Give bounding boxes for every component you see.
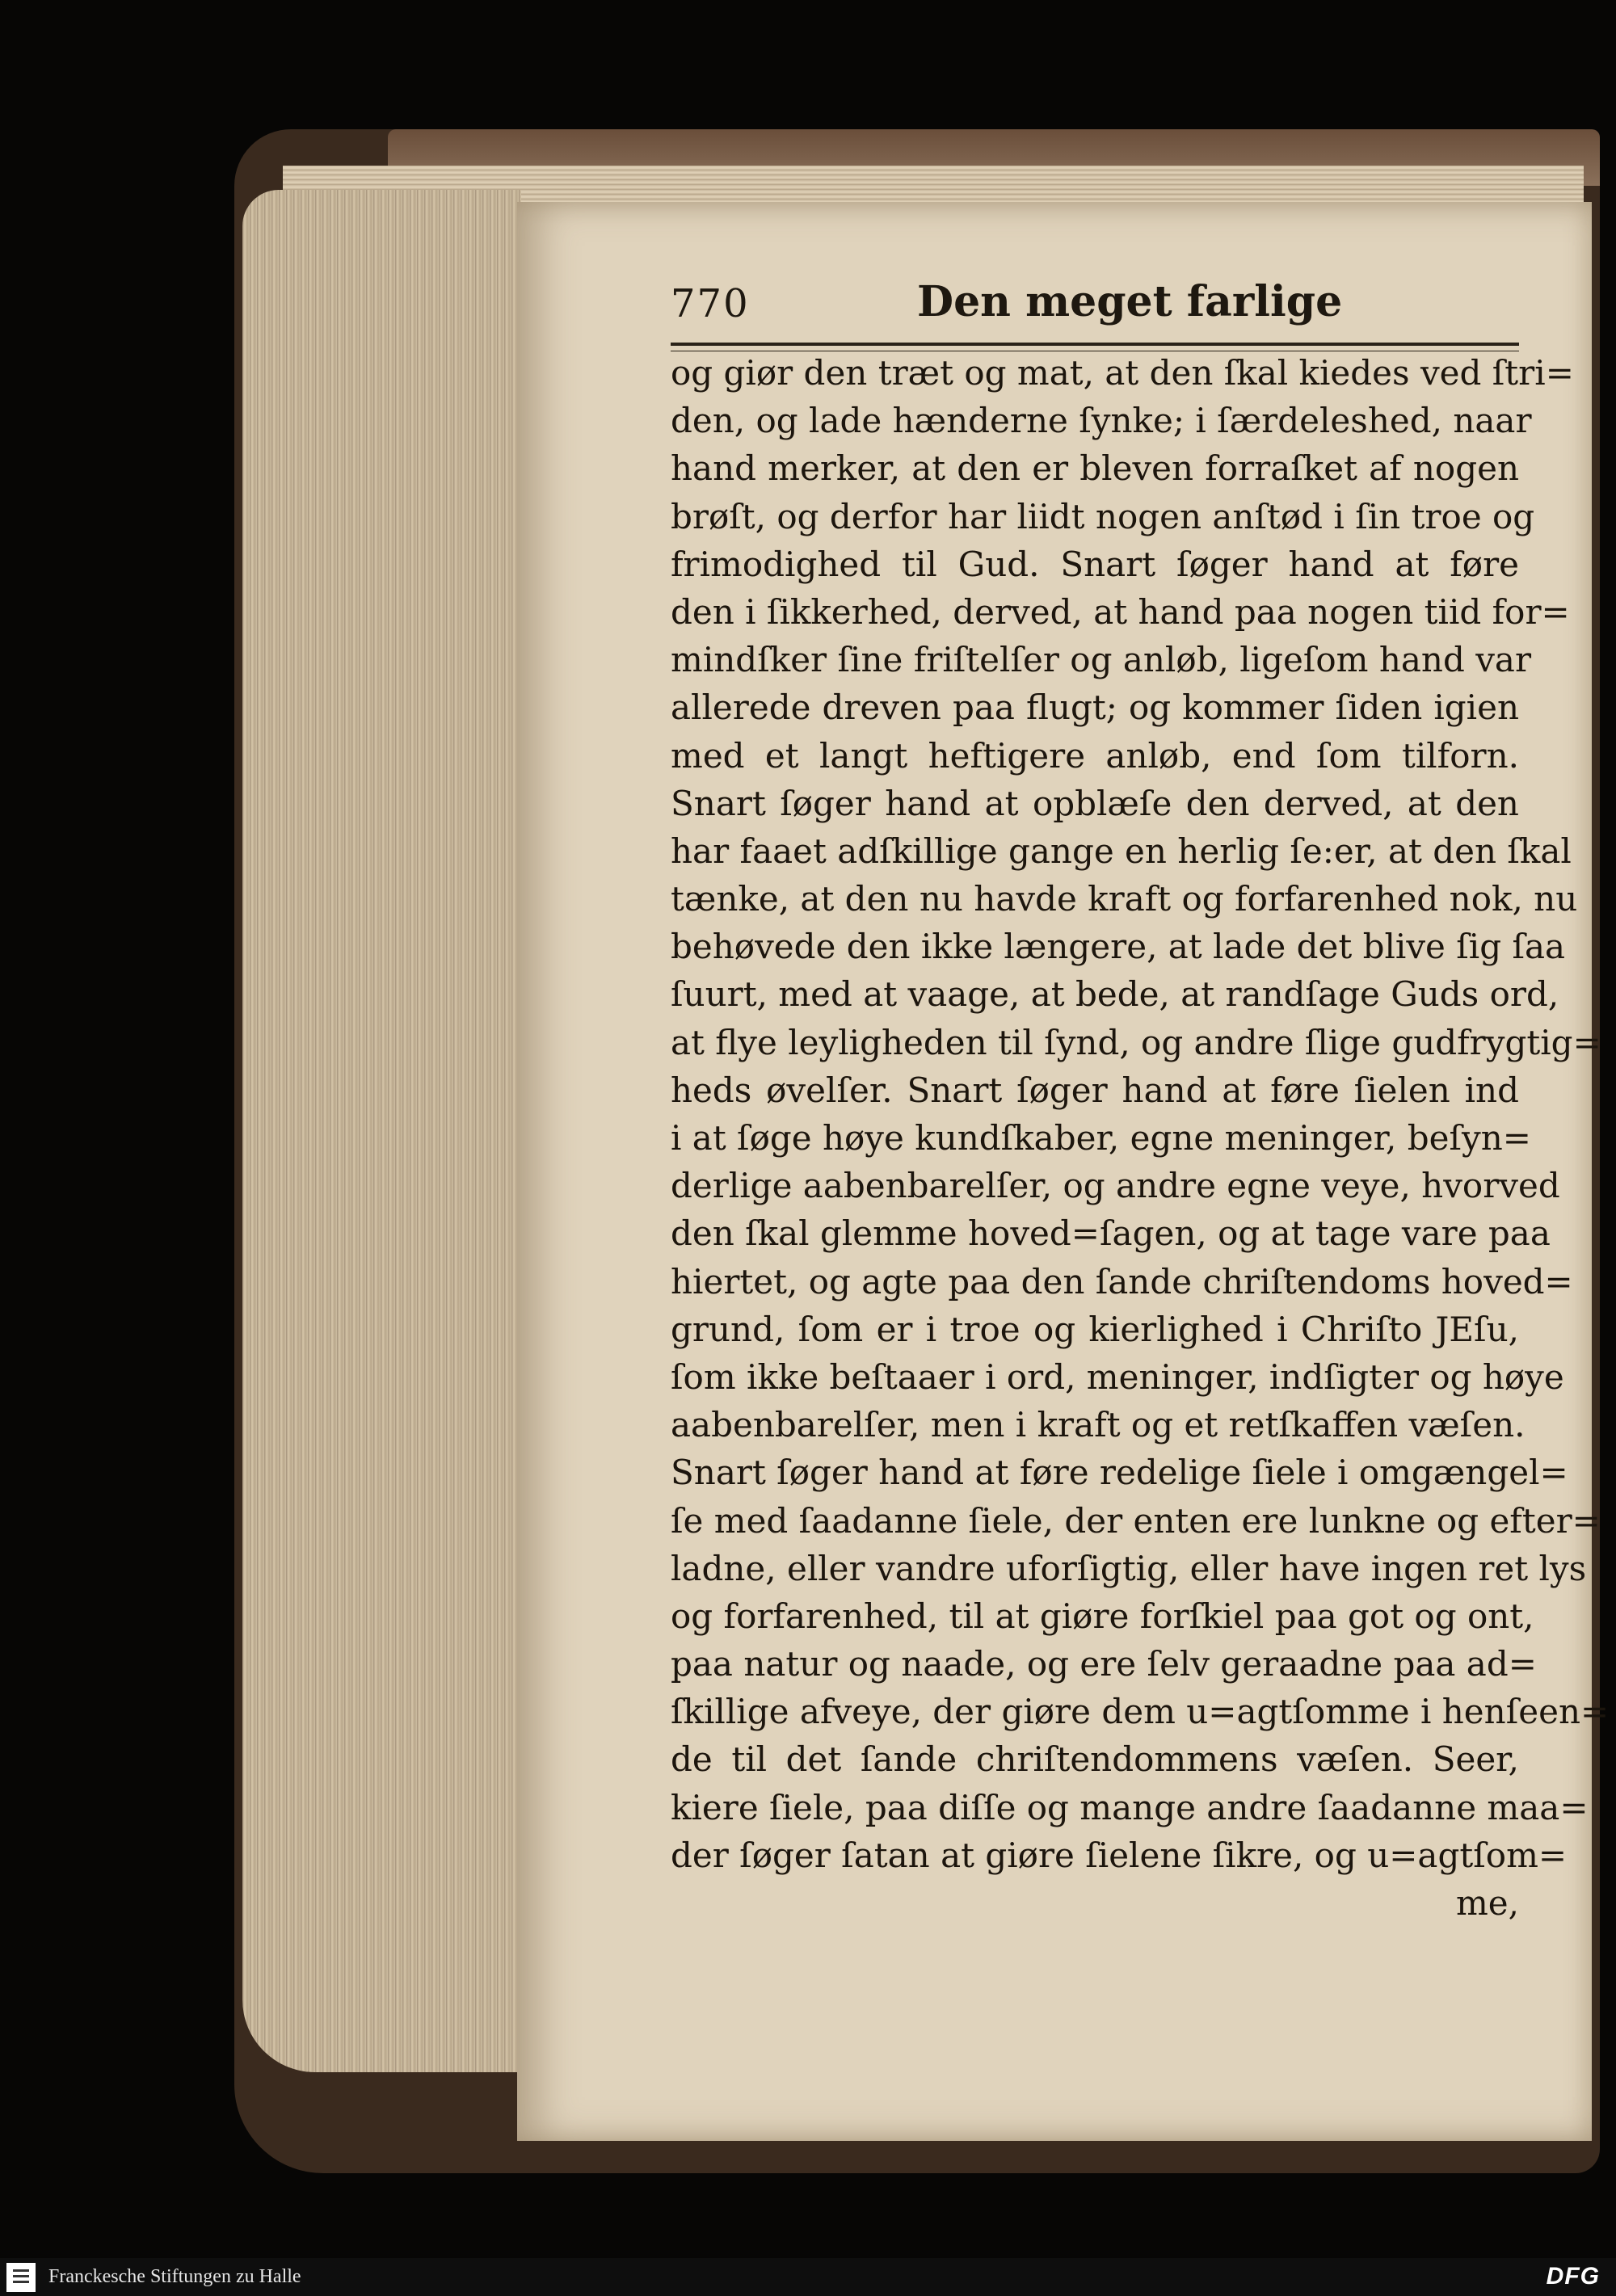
- text-line: i at ſøge høye kundſkaber, egne meninger, beſyn=: [671, 1118, 1531, 1158]
- text-line: den ſkal glemme hoved=ſagen, og at tage vare paa: [671, 1213, 1551, 1254]
- text-line: kiere ſiele, paa diſſe og mange andre ſaadanne maa=: [671, 1787, 1589, 1827]
- text-line: behøvede den ikke længere, at lade det blive ſig ſaa: [671, 927, 1566, 967]
- page-number: 770: [671, 281, 750, 326]
- text-line: der ſøger ſatan at giøre ſielene ſikre, og u=agtſom=: [671, 1835, 1568, 1875]
- text-line: og giør den træt og mat, at den ſkal kiedes ved ſtri=: [671, 353, 1574, 393]
- text-line: den, og lade hænderne ſynke; i ſærdeleshed, naar: [671, 401, 1532, 441]
- institution-label: Franckesche Stiftungen zu Halle: [48, 2266, 301, 2287]
- text-line: ſuurt, med at vaage, at bede, at randſage Guds ord,: [671, 974, 1559, 1015]
- text-line: hiertet, og agte paa den ſande chriſtendoms hoved=: [671, 1261, 1573, 1301]
- page-header: [671, 277, 1519, 342]
- text-line: at flye leyligheden til ſynd, og andre ſlige gudfrygtig=: [671, 1022, 1601, 1062]
- text-line: aabenbarelſer, men i kraft og et retſkaffen væſen.: [671, 1405, 1526, 1445]
- text-line: paa natur og naade, og ere ſelv geraadne paa ad=: [671, 1644, 1537, 1684]
- text-line: mindſker ſine friſtelſer og anløb, ligeſom hand var: [671, 640, 1532, 680]
- text-line: har faaet adſkillige gange en herlig ſe:er, at den ſkal: [671, 831, 1572, 871]
- text-line: frimodighed til Gud. Snart ſøger hand at føre: [671, 544, 1519, 584]
- text-line: ſom ikke beſtaaer i ord, meninger, indſigter og høye: [671, 1356, 1564, 1397]
- text-line: Snart ſøger hand at opblæſe den derved, at den: [671, 783, 1519, 823]
- running-head: Den meget farlige: [917, 277, 1343, 326]
- text-line: allerede dreven paa flugt; og kommer ſiden igien: [671, 688, 1519, 728]
- text-line: brøſt, og derfor har liidt nogen anſtød i ſin troe og: [671, 496, 1535, 536]
- text-line: derlige aabenbarelſer, og andre egne veye, hvorved: [671, 1166, 1560, 1206]
- text-line: med et langt heftigere anløb, end ſom tilforn.: [671, 735, 1519, 776]
- text-line: den i ſikkerhed, derved, at hand paa nogen tiid for=: [671, 591, 1570, 632]
- institution-logo-icon: [6, 2263, 36, 2292]
- dfg-logo: DFG: [1546, 2263, 1600, 2290]
- text-line: me,: [1455, 1883, 1519, 1923]
- text-line: de til det ſande chriſtendommens væſen. Seer,: [671, 1739, 1519, 1780]
- text-line: ſkillige afveye, der giøre dem u=agtſomme i henſeen=: [671, 1692, 1610, 1732]
- text-line: tænke, at den nu havde kraft og forfarenhed nok, nu: [671, 879, 1578, 919]
- body-text: [671, 349, 1610, 1927]
- text-line: ladne, eller vandre uforſigtig, eller have ingen ret lys: [671, 1548, 1587, 1588]
- text-line: grund, ſom er i troe og kierlighed i Chriſto JEſu,: [671, 1309, 1519, 1349]
- text-line: og forfarenhed, til at giøre forſkiel paa got og ont,: [671, 1596, 1534, 1636]
- text-line: Snart ſøger hand at føre redelige ſiele i omgængel=: [671, 1453, 1568, 1493]
- text-line: hand merker, at den er bleven forraſket af nogen: [671, 448, 1519, 489]
- text-line: heds øvelſer. Snart ſøger hand at føre ſielen ind: [671, 1070, 1519, 1110]
- footer-bar: [0, 2258, 1616, 2296]
- text-line: ſe med ſaadanne ſiele, der enten ere lunkne og efter=: [671, 1500, 1601, 1541]
- page-block-fore-edge: [242, 190, 521, 2072]
